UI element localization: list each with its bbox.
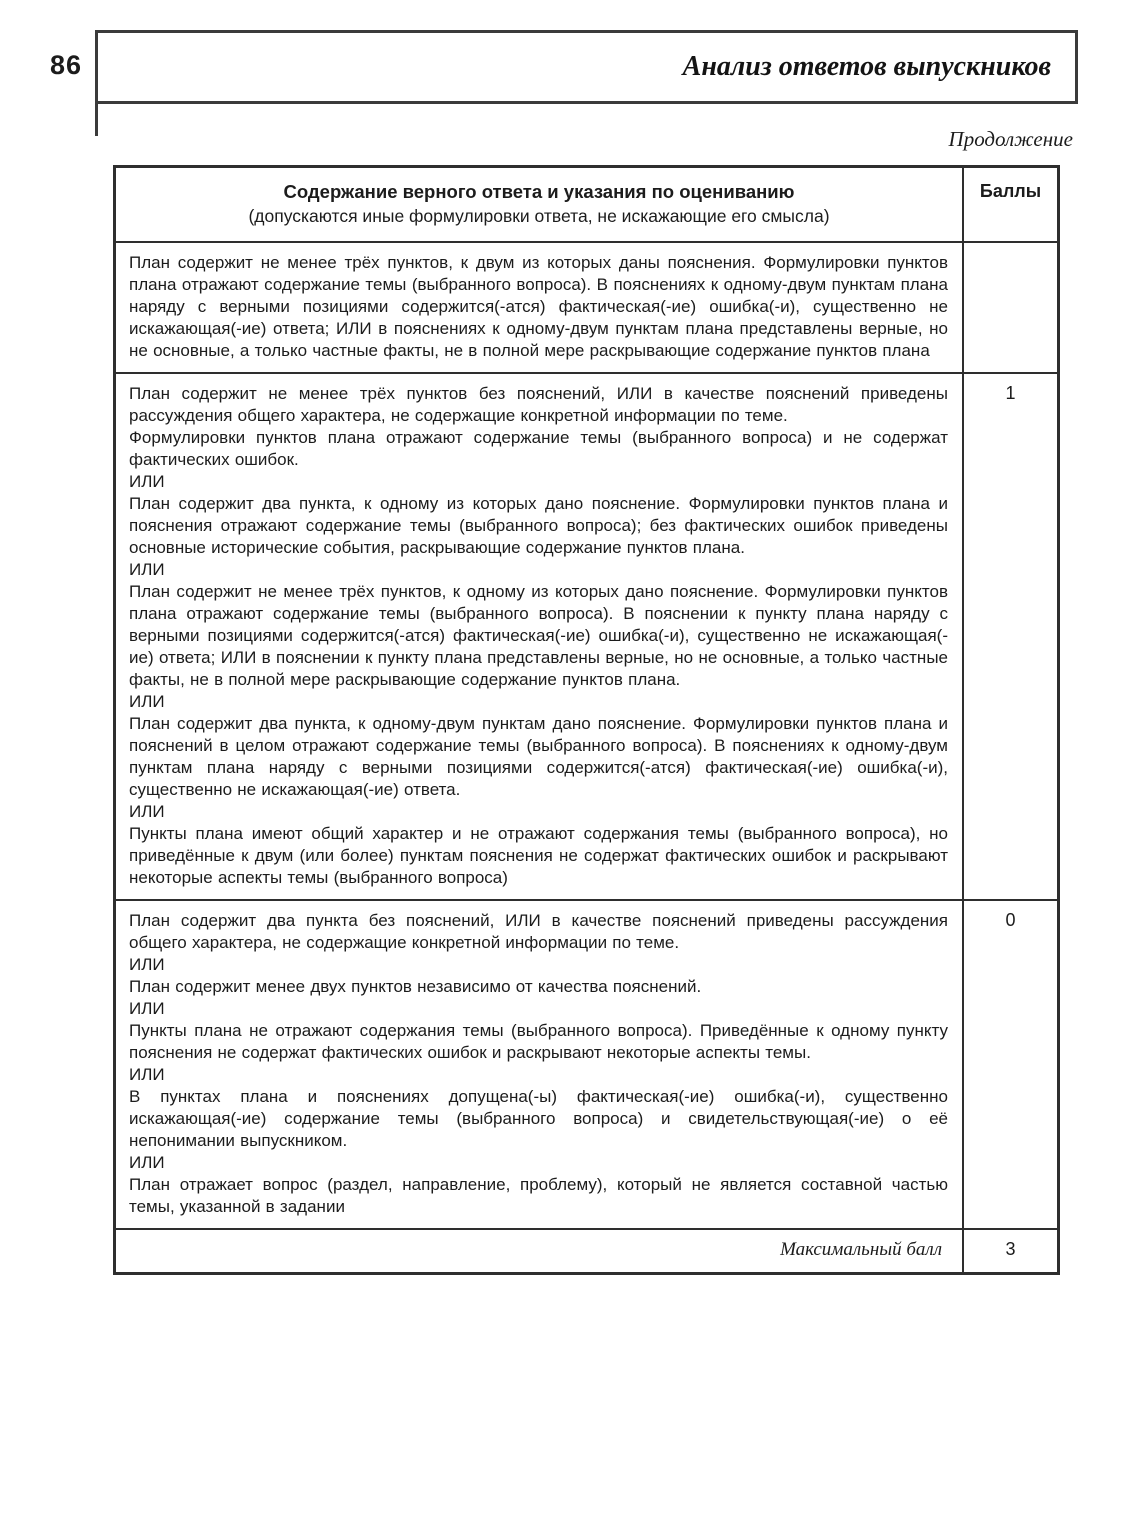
cell-paragraph: План содержит не менее трёх пунктов, к одному из которых дано пояснение. Формулировки пунктов плана отражают содержание темы (выбранного вопроса). В пояснении к пункту плана наряду с верными позициями содержится(-атся) фактическая(-ие) ошибка(-и), существенно не искажающая(-ие) ответа; ИЛИ в пояснении к пункту плана представлены верные, но не основные, а только частные факты, не в полной мере раскрывающие содержание пунктов плана. — [129, 582, 948, 689]
cell-paragraph: ИЛИ — [129, 955, 165, 974]
row-content-cell — [116, 374, 962, 899]
scoring-table — [113, 165, 1060, 1275]
row-content-cell — [116, 901, 962, 1228]
cell-paragraph: План содержит не менее трёх пунктов без пояснений, ИЛИ в качестве пояснений приведены рассуждения общего характера, не содержащие конкретной информации по теме. — [129, 384, 948, 425]
cell-paragraph: ИЛИ — [129, 472, 165, 491]
table-row — [116, 901, 1057, 1230]
row-score-cell: 0 — [962, 901, 1057, 1228]
cell-paragraph: ИЛИ — [129, 1153, 165, 1172]
header-content-cell — [116, 168, 962, 241]
cell-paragraph: План содержит менее двух пунктов независимо от качества пояснений. — [129, 977, 702, 996]
row-score-cell — [962, 243, 1057, 372]
cell-paragraph: Формулировки пунктов плана отражают содержание темы (выбранного вопроса) и не содержат фактических ошибок. — [129, 428, 948, 469]
cell-paragraph: ИЛИ — [129, 802, 165, 821]
table-header-row — [116, 168, 1057, 243]
cell-paragraph: ИЛИ — [129, 999, 165, 1018]
footer-score: 3 — [962, 1230, 1057, 1272]
cell-paragraph: ИЛИ — [129, 560, 165, 579]
table-row — [116, 374, 1057, 901]
page-header-box — [95, 30, 1078, 104]
cell-paragraph: План содержит не менее трёх пунктов, к двум из которых даны пояснения. Формулировки пунктов плана отражают содержание темы (выбранного вопроса). В пояснениях к одному-двум пунктам плана наряду с верными позициями содержится(-атся) фактическая(-ие) ошибка(-и), существенно не искажающая(-ие) ответа; ИЛИ в пояснениях к одному-двум пунктам плана представлены верные, но не основные, а только частные факты, не в полной мере раскрывающие содержание пунктов плана — [129, 253, 948, 360]
row-content-cell — [116, 243, 962, 372]
page-number: 86 — [50, 50, 83, 80]
cell-paragraph: ИЛИ — [129, 692, 165, 711]
cell-paragraph: План содержит два пункта без пояснений, ИЛИ в качестве пояснений приведены рассуждения общего характера, не содержащие конкретной информации по теме. — [129, 911, 948, 952]
cell-paragraph: План отражает вопрос (раздел, направление, проблему), который не является составной частью темы, указанной в задании — [129, 1175, 948, 1216]
header-content-subtitle: (допускаются иные формулировки ответа, не искажающие его смысла) — [248, 206, 830, 226]
cell-paragraph: План содержит два пункта, к одному из которых дано пояснение. Формулировки пунктов плана и пояснения отражают содержание темы (выбранного вопроса); без фактических ошибок приведены основные исторические события, раскрывающие содержание пунктов плана. — [129, 494, 948, 557]
row-score-cell: 1 — [962, 374, 1057, 899]
cell-paragraph: Пункты плана не отражают содержания темы (выбранного вопроса). Приведённые к одному пункту пояснения не содержат фактических ошибок и раскрывают некоторые аспекты темы. — [129, 1021, 948, 1062]
cell-paragraph: В пунктах плана и пояснениях допущена(-ы) фактическая(-ие) ошибка(-и), существенно искажающая(-ие) содержание темы (выбранного вопроса) и свидетельствующая(-ие) о её непонимании выпускником. — [129, 1087, 948, 1150]
continuation-label: Продолжение — [948, 127, 1073, 151]
cell-paragraph: Пункты плана имеют общий характер и не отражают содержания темы (выбранного вопроса), но приведённые к двум (или более) пунктам пояснения не содержат фактических ошибок и раскрывают некоторые аспекты темы (выбранного вопроса) — [129, 824, 948, 887]
cell-paragraph: ИЛИ — [129, 1065, 165, 1084]
header-content-title: Содержание верного ответа и указания по оцениванию — [283, 181, 795, 202]
table-row — [116, 243, 1057, 374]
table-footer-row — [116, 1230, 1057, 1272]
footer-label: Максимальный балл — [780, 1239, 942, 1260]
page-header-title: Анализ ответов выпускников — [682, 51, 1051, 82]
header-score-label: Баллы — [962, 168, 1057, 241]
cell-paragraph: План содержит два пункта, к одному-двум пунктам дано пояснение. Формулировки пунктов плана и пояснений в целом отражают содержание темы (выбранного вопроса). В пояснениях к одному-двум пунктам плана наряду с верными позициями содержится(-атся) фактическая(-ие) ошибка(-и), существенно не искажающая(-ие) ответа. — [129, 714, 948, 799]
header-left-rule — [95, 104, 98, 136]
